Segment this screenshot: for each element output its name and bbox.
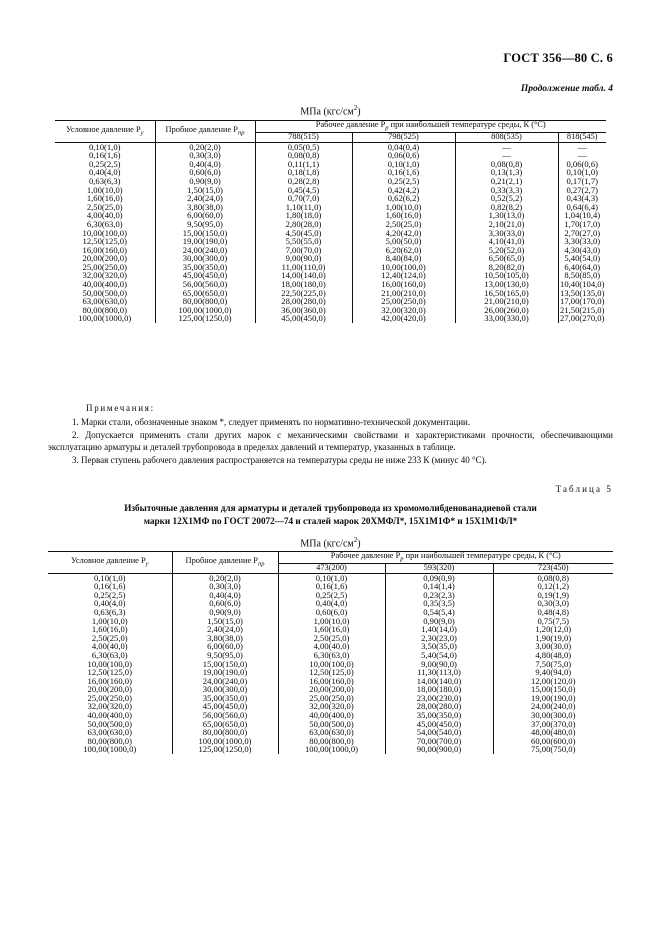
table-cell: 100,00(1000,0) (172, 737, 278, 746)
table-cell: 25,00(250,0) (278, 694, 385, 703)
table-cell: 0,08(0,8) (255, 151, 352, 160)
table-cell: 0,06(0,6) (352, 151, 455, 160)
table4-col-working-pressure-group (255, 121, 606, 133)
table-cell: 6,30(63,0) (86, 218, 123, 229)
table-cell: 6,50(65,0) (455, 254, 558, 263)
table-cell: 63,00(630,0) (87, 727, 132, 738)
table-cell: 1,10(11,0) (255, 203, 352, 212)
table-cell: 42,00(420,0) (352, 314, 455, 323)
table5-col-test-pressure-sub: пр (257, 560, 265, 568)
table-cell: 8,50(85,0) (558, 271, 606, 280)
table-cell: 16,00(160,0) (87, 675, 132, 686)
table-cell: 1,60(16,0) (278, 625, 385, 634)
table-cell: 56,00(560,0) (155, 280, 255, 289)
table-cell: 8,20(82,0) (455, 263, 558, 272)
table-cell: 0,25(2,5) (93, 589, 126, 600)
table-cell: 14,00(140,0) (385, 677, 493, 686)
table-cell: 3,30(33,0) (455, 229, 558, 238)
table4-working-pressure-label-b: при наибольшей температуре среды, К (°С) (388, 120, 546, 129)
table5-units-close: ) (357, 538, 361, 550)
table-cell: 10,40(104,0) (558, 280, 606, 289)
table-cell: 0,60(6,0) (172, 599, 278, 608)
table-cell: 19,00(190,0) (155, 237, 255, 246)
table-cell: 9,50(95,0) (172, 651, 278, 660)
table-cell: 0,10(1,0) (278, 573, 385, 582)
table-cell: 0,14(1,4) (385, 582, 493, 591)
table-cell: — (558, 151, 606, 160)
table-cell: 1,00(10,0) (91, 615, 128, 626)
continuation-label: Продолжение табл. 4 (520, 84, 613, 94)
table-cell: 10,00(100,0) (87, 658, 132, 669)
table-cell: 50,00(500,0) (278, 720, 385, 729)
table-cell: 1,04(10,4) (558, 211, 606, 220)
table-cell: 45,00(450,0) (385, 720, 493, 729)
table-cell: 3,30(33,0) (558, 237, 606, 246)
table-cell: 1,70(17,0) (558, 220, 606, 229)
table-cell: 19,00(190,0) (493, 694, 613, 703)
table-cell: 37,00(370,0) (493, 720, 613, 729)
table-cell: 16,00(160,0) (278, 677, 385, 686)
table5-units-label (0, 536, 661, 549)
table5-container (48, 551, 613, 754)
table4-units-label (0, 104, 661, 117)
table-cell: 11,30(113,0) (385, 668, 493, 677)
table-cell: 0,40(4,0) (93, 598, 126, 609)
table4-temp-col-3: 818(545) (558, 133, 606, 142)
table4-units-text: МПа (кгс/см (300, 106, 354, 118)
table-cell: 0,04(0,4) (352, 142, 455, 151)
table-cell: 0,60(6,0) (278, 608, 385, 617)
table-cell: 12,50(125,0) (87, 667, 132, 678)
table-cell: 40,00(400,0) (87, 710, 132, 721)
table-cell: 0,25(2,5) (88, 158, 121, 169)
table-cell: 0,35(3,5) (385, 599, 493, 608)
table-cell: 10,00(100,0) (82, 227, 127, 238)
table-cell: 0,40(4,0) (155, 160, 255, 169)
table-cell: 36,00(360,0) (255, 306, 352, 315)
table-cell: 0,64(6,4) (558, 203, 606, 212)
table-cell: 0,16(1,6) (352, 168, 455, 177)
table-cell: 0,25(2,5) (278, 591, 385, 600)
table-row (55, 142, 606, 151)
table-row (55, 186, 606, 195)
table-cell: 0,70(7,0) (255, 194, 352, 203)
table-cell: 20,00(200,0) (278, 685, 385, 694)
table-cell: 15,00(150,0) (172, 660, 278, 669)
table-cell: 0,23(2,3) (385, 591, 493, 600)
table-cell: 1,80(18,0) (255, 211, 352, 220)
table-cell: 1,00(10,0) (86, 184, 123, 195)
table4-working-pressure-sub: р (385, 124, 389, 132)
table-cell: 1,20(12,0) (493, 625, 613, 634)
table4-temp-col-1: 798(525) (352, 133, 455, 142)
table-cell: 1,50(15,0) (172, 617, 278, 626)
table-cell: 6,30(63,0) (278, 651, 385, 660)
table-cell: 18,00(180,0) (385, 685, 493, 694)
table5-col-test-pressure (172, 552, 278, 574)
table5-units-text: МПа (кгс/см (300, 538, 354, 550)
table-cell: 9,40(94,0) (493, 668, 613, 677)
table-cell: 0,12(1,2) (493, 582, 613, 591)
table-cell: 9,00(90,0) (385, 660, 493, 669)
note-item-2: 2. Допускается применять стали других марок с механическими свойствами и характеристиками прочности, обеспечивающими эксплуатацию арматуры и деталей трубопровода в пределах давлений и температур, указанных в таблице. (48, 429, 613, 453)
table-cell: 45,00(450,0) (172, 702, 278, 711)
table-cell: 0,33(3,3) (455, 186, 558, 195)
table-cell: 20,00(200,0) (87, 684, 132, 695)
table-cell: 0,30(3,0) (493, 599, 613, 608)
table-cell: 63,00(630,0) (82, 296, 127, 307)
table-cell: 100,00(1000,0) (78, 313, 132, 324)
table4-col-nominal-pressure-sub: у (140, 129, 144, 137)
table-cell: 16,00(160,0) (82, 244, 127, 255)
table-cell: 80,00(800,0) (278, 737, 385, 746)
table-cell: 16,50(165,0) (455, 289, 558, 298)
notes-title: Примечания: (86, 403, 155, 413)
table-cell: 16,00(160,0) (352, 280, 455, 289)
table5-title-line-1: Избыточные давления для арматуры и деталей трубопровода из хромомолибденованадиевой стали (124, 503, 537, 513)
table-cell: 4,20(42,0) (352, 229, 455, 238)
table5-temp-col-2: 723(450) (493, 564, 613, 573)
table-cell: 19,00(190,0) (172, 668, 278, 677)
table5-body (48, 573, 613, 754)
table-cell: 21,00(210,0) (455, 297, 558, 306)
table-cell: 12,00(120,0) (493, 677, 613, 686)
table-cell: 32,00(320,0) (278, 702, 385, 711)
table-cell: 50,00(500,0) (82, 287, 127, 298)
table-cell: 2,50(25,0) (278, 634, 385, 643)
table-row (55, 194, 606, 203)
table-cell: 0,10(1,0) (48, 573, 172, 582)
table-cell: 0,62(6,2) (352, 194, 455, 203)
table-cell: 4,00(40,0) (278, 642, 385, 651)
table-cell: 40,00(400,0) (278, 711, 385, 720)
table-cell: 15,00(150,0) (493, 685, 613, 694)
table-row (55, 177, 606, 186)
table-cell: 28,00(280,0) (255, 297, 352, 306)
table-cell: 4,00(40,0) (86, 210, 123, 221)
table4 (55, 120, 606, 323)
table-cell: 3,00(30,0) (493, 642, 613, 651)
table-cell: 24,00(240,0) (493, 702, 613, 711)
table5-col-test-pressure-label: Пробное давление P (185, 555, 258, 565)
table-cell: 90,00(900,0) (385, 745, 493, 754)
table-cell: 35,00(350,0) (385, 711, 493, 720)
table-cell: 1,50(15,0) (155, 186, 255, 195)
table-cell: 0,90(9,0) (155, 177, 255, 186)
table-cell: — (455, 142, 558, 151)
table-cell: 32,00(320,0) (87, 701, 132, 712)
table-cell: 0,10(1,0) (558, 168, 606, 177)
table-cell: 1,00(10,0) (352, 203, 455, 212)
table4-col-test-pressure-label: Пробное давление P (165, 124, 238, 134)
table-cell: 48,00(480,0) (493, 728, 613, 737)
table-cell: 25,00(250,0) (82, 261, 127, 272)
table-cell: 10,50(105,0) (455, 271, 558, 280)
table-cell: 63,00(630,0) (278, 728, 385, 737)
table5-units-exponent: 2 (353, 536, 358, 544)
table-cell: 30,00(300,0) (172, 685, 278, 694)
table-cell: 5,00(50,0) (352, 237, 455, 246)
table-cell: 0,42(4,2) (352, 186, 455, 195)
table-cell: 40,00(400,0) (82, 279, 127, 290)
table-cell: 65,00(650,0) (155, 289, 255, 298)
table-row (48, 745, 613, 754)
table4-temp-col-2: 808(535) (455, 133, 558, 142)
table5-working-pressure-label-b: при наибольшей температуре среды, К (°С) (403, 551, 561, 560)
table4-body (55, 142, 606, 323)
table-cell: 6,00(60,0) (155, 211, 255, 220)
table-cell: 45,00(450,0) (255, 314, 352, 323)
table-cell: 0,48(4,8) (493, 608, 613, 617)
table-cell: 80,00(800,0) (172, 728, 278, 737)
table-cell: 0,16(1,6) (88, 150, 121, 161)
table4-col-test-pressure-sub: пр (237, 129, 245, 137)
table4-temp-col-0: 788(515) (255, 133, 352, 142)
table-cell: 9,50(95,0) (155, 220, 255, 229)
table-cell: 80,00(800,0) (82, 304, 127, 315)
table-cell: 45,00(450,0) (155, 271, 255, 280)
table-cell: 23,00(230,0) (385, 694, 493, 703)
table-cell: 28,00(280,0) (385, 702, 493, 711)
table-cell: 100,00(1000,0) (83, 744, 137, 755)
table-cell: 2,10(21,0) (455, 220, 558, 229)
table4-col-nominal-pressure-label: Условное давление P (65, 124, 141, 134)
table-cell: 0,06(0,6) (558, 160, 606, 169)
table-cell: 0,19(1,9) (493, 591, 613, 600)
table-cell: 50,00(500,0) (87, 718, 132, 729)
table-cell: 13,00(130,0) (455, 280, 558, 289)
table-cell: 27,00(270,0) (558, 314, 606, 323)
table-cell: 70,00(700,0) (385, 737, 493, 746)
table-cell: 80,00(800,0) (87, 735, 132, 746)
table-cell: 1,40(14,0) (385, 625, 493, 634)
table-cell: 0,30(3,0) (172, 582, 278, 591)
table-cell: 0,40(4,0) (172, 591, 278, 600)
table-cell: 1,30(13,0) (455, 211, 558, 220)
table5-col-nominal-pressure (48, 552, 172, 574)
table-cell: 4,10(41,0) (455, 237, 558, 246)
table-cell: 4,00(40,0) (91, 641, 128, 652)
table-cell: 30,00(300,0) (155, 254, 255, 263)
table5-head (48, 552, 613, 574)
table-cell: 0,63(6,3) (93, 606, 126, 617)
table-cell: 24,00(240,0) (155, 246, 255, 255)
table-cell: 0,21(2,1) (455, 177, 558, 186)
table5-title-line-2: марки 12Х1МФ по ГОСТ 20072—74 и сталей марок 20ХМФЛ*, 15Х1М1Ф* и 15Х1М1ФЛ* (143, 516, 518, 527)
table-cell: 0,40(4,0) (88, 167, 121, 178)
table-cell: 14,00(140,0) (255, 271, 352, 280)
table-cell: 60,00(600,0) (493, 737, 613, 746)
table4-col-test-pressure (155, 121, 255, 143)
table-cell: 22,50(225,0) (255, 289, 352, 298)
table-cell: 24,00(240,0) (172, 677, 278, 686)
table-cell: 2,30(23,0) (385, 634, 493, 643)
table-cell: 5,20(52,0) (455, 246, 558, 255)
table-cell: 30,00(300,0) (493, 711, 613, 720)
table-cell: 0,09(0,9) (385, 573, 493, 582)
table-cell: 0,16(1,6) (278, 582, 385, 591)
table-cell: 15,00(150,0) (155, 229, 255, 238)
table5-col-working-pressure-group (278, 552, 613, 564)
table-cell: 12,40(124,0) (352, 271, 455, 280)
table-cell: 0,28(2,8) (255, 177, 352, 186)
table-cell: 21,50(215,0) (558, 306, 606, 315)
table-cell: 3,50(35,0) (385, 642, 493, 651)
table-cell: 2,80(28,0) (255, 220, 352, 229)
table-cell: 0,13(1,3) (455, 168, 558, 177)
table-cell: 8,40(84,0) (352, 254, 455, 263)
table-cell: 1,60(16,0) (86, 193, 123, 204)
table-cell: 3,80(38,0) (155, 203, 255, 212)
note-item-1: 1. Марки стали, обозначенные знаком *, следует применять по нормативно-технической документации. (72, 416, 471, 427)
table-cell: 21,00(210,0) (352, 289, 455, 298)
table-cell: 0,90(9,0) (172, 608, 278, 617)
table-cell: 0,40(4,0) (278, 599, 385, 608)
table-cell: 13,50(135,0) (558, 289, 606, 298)
table5-working-pressure-sub: р (400, 555, 404, 563)
table-cell: 1,60(16,0) (91, 624, 128, 635)
table-cell: 2,50(25,0) (91, 632, 128, 643)
table-cell: 1,90(19,0) (493, 634, 613, 643)
table-cell: 20,00(200,0) (82, 253, 127, 264)
table4-container (55, 120, 606, 323)
table-cell: 4,50(45,0) (255, 229, 352, 238)
table-cell: 18,00(180,0) (255, 280, 352, 289)
table-cell: 2,40(24,0) (172, 625, 278, 634)
table-cell: — (558, 142, 606, 151)
table-cell: 0,20(2,0) (155, 142, 255, 151)
table5-col-nominal-pressure-sub: у (145, 560, 149, 568)
table-cell: 0,25(2,5) (352, 177, 455, 186)
table-cell: 25,00(250,0) (352, 297, 455, 306)
table-cell: 1,00(10,0) (278, 617, 385, 626)
table-cell: 80,00(800,0) (155, 297, 255, 306)
table-cell: 0,18(1,8) (255, 168, 352, 177)
table-row (55, 151, 606, 160)
table-cell: 0,82(8,2) (455, 203, 558, 212)
table-cell: 35,00(350,0) (172, 694, 278, 703)
table-cell: — (455, 151, 558, 160)
table-cell: 6,30(63,0) (91, 649, 128, 660)
table-cell: 11,00(110,0) (255, 263, 352, 272)
table-row (55, 160, 606, 169)
table-cell: 2,50(25,0) (86, 201, 123, 212)
table-cell: 0,63(6,3) (88, 175, 121, 186)
table5-working-pressure-label-a: Рабочее давление P (330, 551, 401, 560)
table-cell: 7,50(75,0) (493, 660, 613, 669)
table-cell: 0,52(5,2) (455, 194, 558, 203)
table-cell: 54,00(540,0) (385, 728, 493, 737)
table5-temp-col-0: 473(200) (278, 564, 385, 573)
table-cell: 0,16(1,6) (93, 581, 126, 592)
table-cell: 125,00(1250,0) (155, 314, 255, 323)
table-cell: 0,10(1,0) (55, 142, 155, 151)
table-cell: 2,50(25,0) (352, 220, 455, 229)
table-cell: 56,00(560,0) (172, 711, 278, 720)
table5-title (48, 502, 613, 529)
page-header-standard-ref: ГОСТ 356—80 С. 6 (503, 51, 613, 65)
table-cell: 0,08(0,8) (493, 573, 613, 582)
table5-header-row-1 (48, 552, 613, 564)
table-cell: 0,43(4,3) (558, 194, 606, 203)
table-cell: 32,00(320,0) (82, 270, 127, 281)
table-cell: 7,00(70,0) (255, 246, 352, 255)
table4-units-exponent: 2 (353, 104, 358, 112)
table-cell: 4,80(48,0) (493, 651, 613, 660)
table-cell: 125,00(1250,0) (172, 745, 278, 754)
table5-col-nominal-pressure-label: Условное давление P (70, 555, 146, 565)
note-item-3: 3. Первая ступень рабочего давления распространяется на температуры среды не ниже 233 К (минус 40 °С). (72, 455, 487, 466)
table-cell: 0,20(2,0) (172, 573, 278, 582)
table-cell: 35,00(350,0) (155, 263, 255, 272)
table5-label: Таблица 5 (555, 484, 613, 494)
table5 (48, 551, 613, 754)
table-cell: 3,80(38,0) (172, 634, 278, 643)
table-cell: 0,11(1,1) (255, 160, 352, 169)
table-cell: 5,40(54,0) (385, 651, 493, 660)
table-cell: 0,45(4,5) (255, 186, 352, 195)
table-cell: 0,90(9,0) (385, 617, 493, 626)
table-cell: 12,50(125,0) (278, 668, 385, 677)
table-cell: 65,00(650,0) (172, 720, 278, 729)
table-cell: 9,00(90,0) (255, 254, 352, 263)
table-cell: 12,50(125,0) (82, 236, 127, 247)
table-cell: 0,05(0,5) (255, 142, 352, 151)
table-cell: 100,00(1000,0) (278, 745, 385, 754)
table-cell: 6,40(64,0) (558, 263, 606, 272)
table-cell: 0,60(6,0) (155, 168, 255, 177)
table-cell: 2,40(24,0) (155, 194, 255, 203)
table-cell: 33,00(330,0) (455, 314, 558, 323)
table-cell: 0,54(5,4) (385, 608, 493, 617)
table4-units-close: ) (357, 106, 361, 118)
table-cell: 6,00(60,0) (172, 642, 278, 651)
table-cell: 0,30(3,0) (155, 151, 255, 160)
table4-working-pressure-label-a: Рабочее давление P (315, 120, 386, 129)
table4-col-nominal-pressure (55, 121, 155, 143)
table-cell: 2,70(27,0) (558, 229, 606, 238)
table-cell: 75,00(750,0) (493, 745, 613, 754)
table-cell: 5,40(54,0) (558, 254, 606, 263)
table4-header-row-1 (55, 121, 606, 133)
table-cell: 10,00(100,0) (278, 660, 385, 669)
table-cell: 25,00(250,0) (87, 692, 132, 703)
table-cell: 4,30(43,0) (558, 246, 606, 255)
table-cell: 0,10(1,0) (352, 160, 455, 169)
table-cell: 26,00(260,0) (455, 306, 558, 315)
table-row (55, 314, 606, 323)
table-cell: 100,00(1000,0) (155, 306, 255, 315)
table-cell: 0,08(0,8) (455, 160, 558, 169)
table-cell: 17,00(170,0) (558, 297, 606, 306)
table-cell: 5,50(55,0) (255, 237, 352, 246)
table-cell: 10,00(100,0) (352, 263, 455, 272)
table-cell: 0,17(1,7) (558, 177, 606, 186)
table-row (55, 168, 606, 177)
table-cell: 0,27(2,7) (558, 186, 606, 195)
table-cell: 1,60(16,0) (352, 211, 455, 220)
table-cell: 32,00(320,0) (352, 306, 455, 315)
table-cell: 0,75(7,5) (493, 617, 613, 626)
notes-block (48, 402, 613, 467)
table-cell: 6,20(62,0) (352, 246, 455, 255)
table5-temp-col-1: 593(320) (385, 564, 493, 573)
table4-head (55, 121, 606, 143)
